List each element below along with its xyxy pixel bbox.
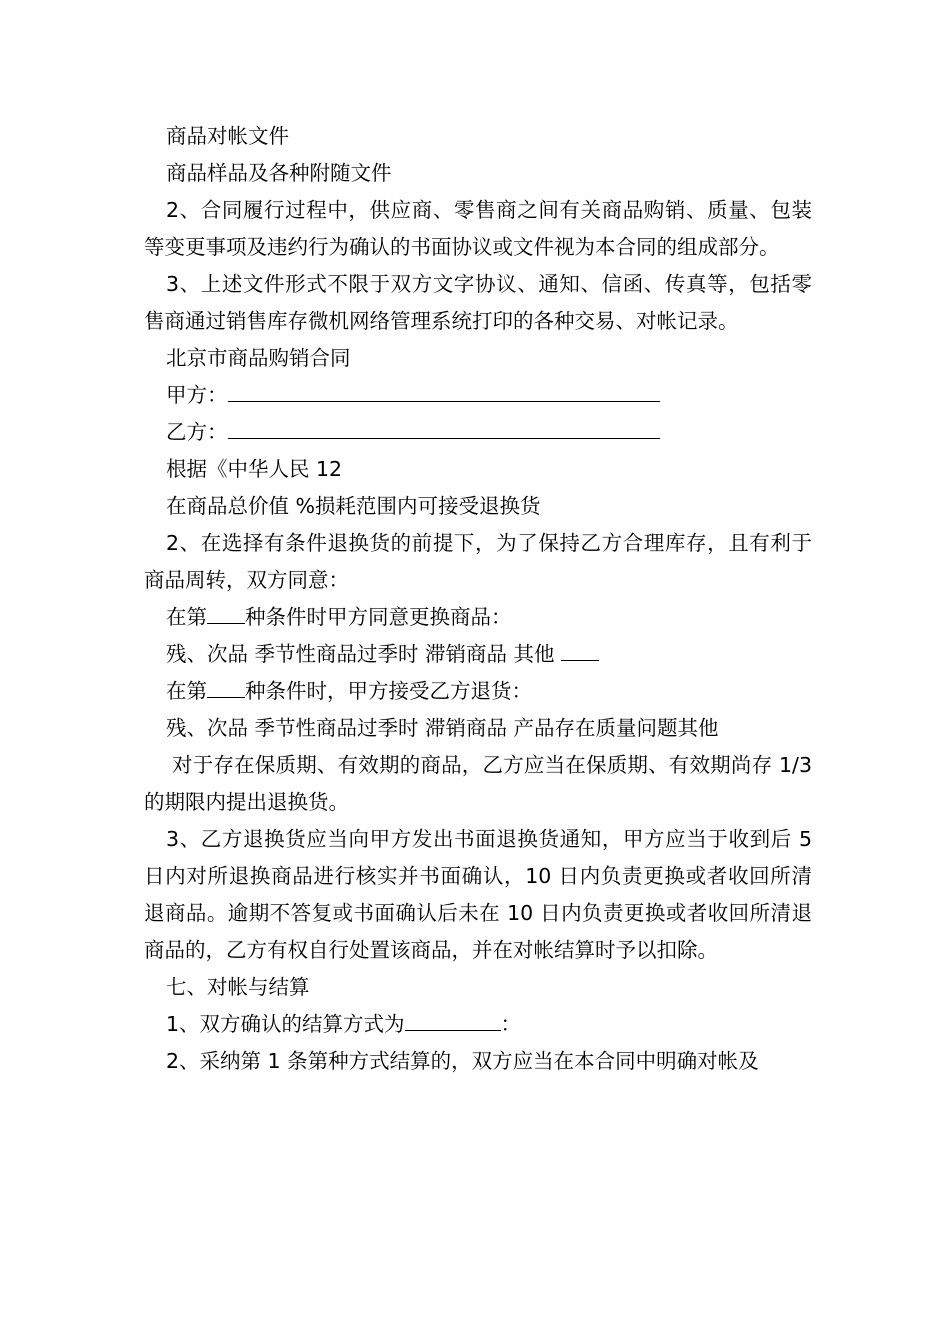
section-heading-settlement: 七、对帐与结算 xyxy=(166,975,310,999)
paragraph-according: 根据《中华人民 12 xyxy=(166,457,343,481)
party-a-blank xyxy=(228,377,660,402)
party-b-line xyxy=(144,414,812,451)
exchange-options-text: 残、次品 季节性商品过季时 滞销商品 其他 xyxy=(166,642,562,666)
paragraph-samples-docs: 商品样品及各种附随文件 xyxy=(166,161,392,185)
settlement-method-line xyxy=(144,1006,812,1043)
document-body xyxy=(144,118,812,1080)
party-a-line xyxy=(144,377,812,414)
return-condition-prefix: 在第 xyxy=(166,679,207,703)
exchange-condition-prefix: 在第 xyxy=(166,605,207,629)
party-b-blank xyxy=(228,414,660,439)
paragraph-loss-range: 在商品总价值 %损耗范围内可接受退换货 xyxy=(166,494,541,518)
paragraph-clause-3-return: 3、乙方退换货应当向甲方发出书面退换货通知，甲方应当于收到后 5 日内对所退换商品进行核实并书面确认，10 日内负责更换或者收回所清退商品。逾期不答复或书面确认后未在 10 日内负责更换或者收回所清退商品的，乙方有权自行处置该商品，并在对帐结算时予以扣除。 xyxy=(144,827,812,962)
exchange-condition-line xyxy=(144,599,812,636)
return-options-line: 残、次品 季节性商品过季时 滞销商品 产品存在质量问题其他 xyxy=(166,716,719,740)
exchange-condition-suffix: 种条件时甲方同意更换商品： xyxy=(245,605,512,629)
paragraph-shelf-life: 对于存在保质期、有效期的商品，乙方应当在保质期、有效期尚存 1/3 的期限内提出退换货。 xyxy=(144,753,812,814)
settlement-method-blank xyxy=(405,1006,501,1031)
party-a-label: 甲方： xyxy=(166,383,228,407)
exchange-condition-blank xyxy=(207,599,245,624)
paragraph-clause-2: 2、合同履行过程中，供应商、零售商之间有关商品购销、质量、包装等变更事项及违约行为确认的书面协议或文件视为本合同的组成部分。 xyxy=(144,198,812,259)
return-condition-suffix: 种条件时，甲方接受乙方退货： xyxy=(245,679,532,703)
party-b-label: 乙方： xyxy=(166,420,228,444)
contract-title: 北京市商品购销合同 xyxy=(166,346,351,370)
settlement-method-suffix: ： xyxy=(500,1012,522,1036)
paragraph-reconciliation-docs: 商品对帐文件 xyxy=(166,124,289,148)
return-condition-blank xyxy=(207,673,245,698)
return-condition-line xyxy=(144,673,812,710)
exchange-options-line xyxy=(144,636,812,673)
exchange-other-blank xyxy=(561,636,599,661)
settlement-method-prefix: 1、双方确认的结算方式为 xyxy=(166,1012,405,1036)
paragraph-conditional-return: 2、在选择有条件退换货的前提下，为了保持乙方合理库存，且有利于商品周转，双方同意： xyxy=(144,531,812,592)
paragraph-settlement-clause-2: 2、采纳第 1 条第种方式结算的，双方应当在本合同中明确对帐及 xyxy=(166,1049,759,1073)
paragraph-clause-3: 3、上述文件形式不限于双方文字协议、通知、信函、传真等，包括零售商通过销售库存微机网络管理系统打印的各种交易、对帐记录。 xyxy=(144,272,812,333)
